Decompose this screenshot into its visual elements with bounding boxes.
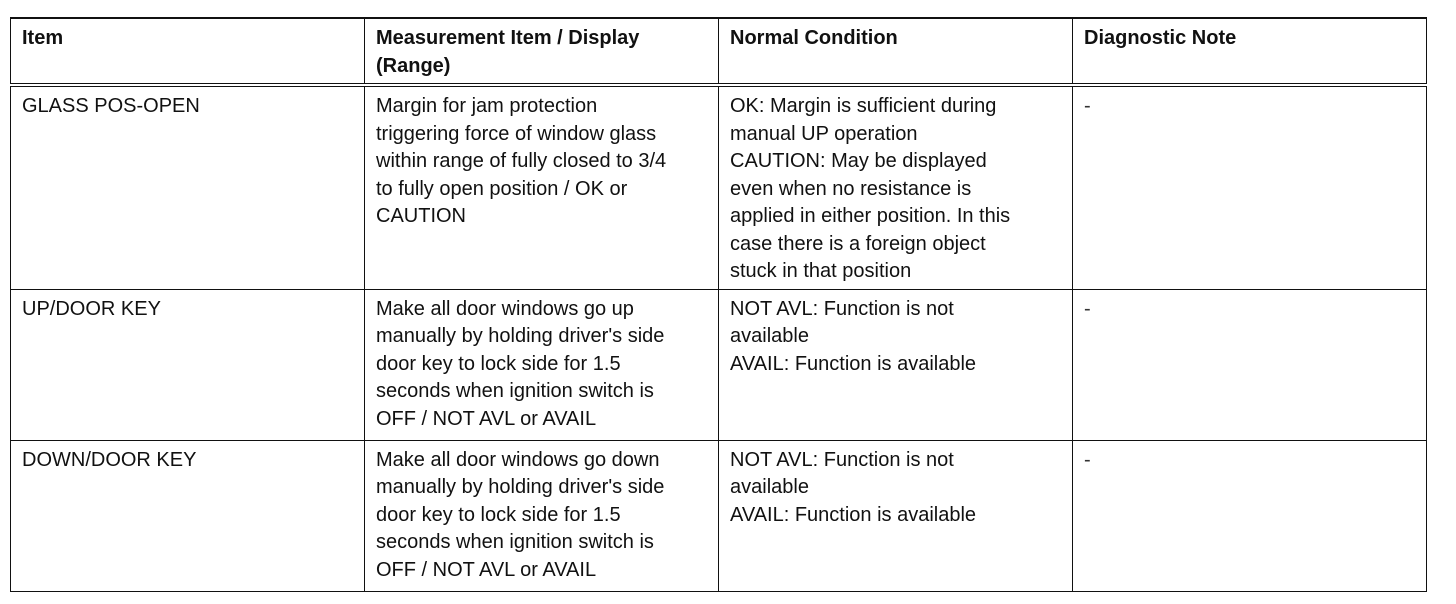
cell-diagnostic-note: - [1073, 85, 1427, 289]
diagnostic-table-container [10, 17, 1426, 592]
cell-normal-condition: OK: Margin is sufficient during manual UP operation CAUTION: May be displayed even when no resistance is applied in either position. In this case there is a foreign object stuck in that position [719, 85, 1073, 289]
table-body [11, 85, 1427, 591]
header-normal-condition: Normal Condition [719, 18, 1073, 85]
cell-measurement: Make all door windows go up manually by holding driver's side door key to lock side for 1.5 seconds when ignition switch is OFF / NOT AVL or AVAIL [365, 289, 719, 440]
cell-normal-condition: NOT AVL: Function is not available AVAIL: Function is available [719, 289, 1073, 440]
table-row [11, 440, 1427, 591]
header-item: Item [11, 18, 365, 85]
table-row [11, 85, 1427, 289]
cell-diagnostic-note: - [1073, 289, 1427, 440]
cell-measurement: Margin for jam protection triggering force of window glass within range of fully closed to 3/4 to fully open position / OK or CAUTION [365, 85, 719, 289]
diagnostic-table [10, 17, 1427, 592]
cell-item: UP/DOOR KEY [11, 289, 365, 440]
cell-normal-condition: NOT AVL: Function is not available AVAIL: Function is available [719, 440, 1073, 591]
cell-item: DOWN/DOOR KEY [11, 440, 365, 591]
table-row [11, 289, 1427, 440]
header-diagnostic-note: Diagnostic Note [1073, 18, 1427, 85]
header-measurement: Measurement Item / Display (Range) [365, 18, 719, 85]
header-row [11, 18, 1427, 85]
cell-item: GLASS POS-OPEN [11, 85, 365, 289]
cell-diagnostic-note: - [1073, 440, 1427, 591]
cell-measurement: Make all door windows go down manually by holding driver's side door key to lock side for 1.5 seconds when ignition switch is OFF / NOT AVL or AVAIL [365, 440, 719, 591]
table-header [11, 18, 1427, 85]
